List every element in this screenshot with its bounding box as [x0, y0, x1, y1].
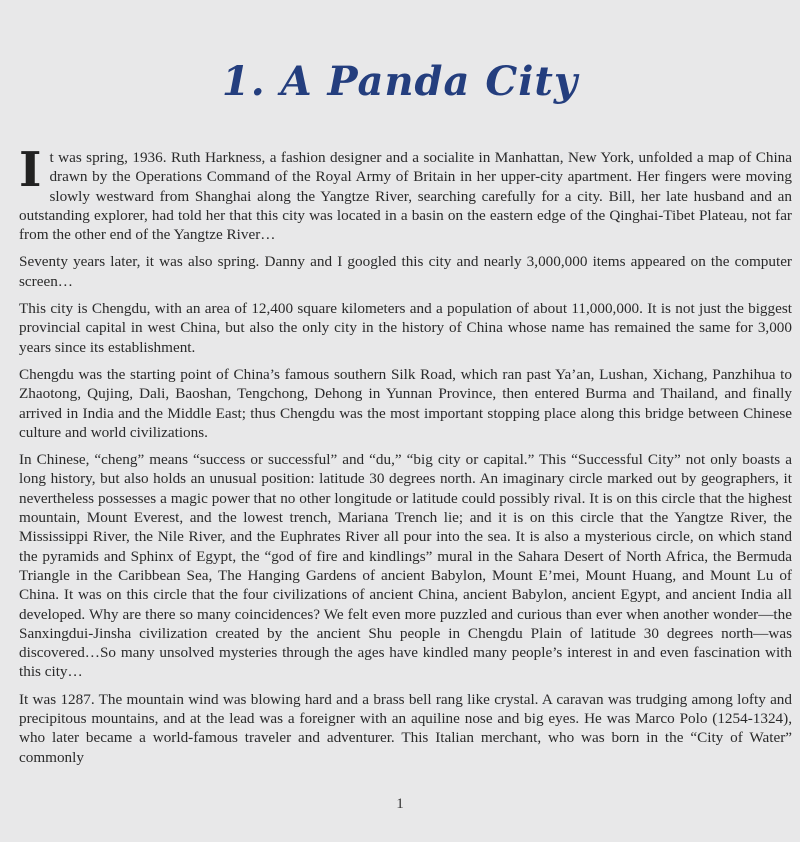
- paragraph-6: It was 1287. The mountain wind was blowing hard and a brass bell rang like crystal. A caravan was trudging among lofty and precipitous mountains, and at the lead was a foreigner with an aquiline nose and big eyes. He was Marco Polo (1254-1324), who later became a world-famous traveler and adventurer. This Italian merchant, who was born in the “City of Water” commonly: [19, 690, 792, 766]
- page-number: 1: [396, 796, 404, 812]
- chapter-title: 1. A Panda City: [221, 58, 579, 105]
- paragraph-5: In Chinese, “cheng” means “success or successful” and “du,” “big city or capital.” This “Successful City” not only boasts a long history, but also holds an unusual position: latitude 30 degrees north. An imaginary circle marked out by geographers, it nevertheless possesses a magic power that no other longitude or latitude could possibly rival. It is on this circle that the highest mountain, Mount Everest, and the lowest trench, Mariana Trench lie; and it is on this circle that the Yangtze River, the Mississippi River, the Nile River, and the Euphrates River all pour into the sea. It is also a mysterious circle, on which stand the pyramids and Sphinx of Egypt, the “god of fire and kindlings” mural in the Sahara Desert of North Africa, the Bermuda Triangle in the Caribbean Sea, The Hanging Gardens of ancient Babylon, Mount E’mei, Mount Huang, and Mount Lu of China. It was on this circle that the four civilizations of ancient China, ancient Babylon, ancient Egypt, and ancient India all developed. Why are there so many coincidences? We felt even more puzzled and curious than ever when another wonder—the Sanxingdui-Jinsha civilization created by the ancient Shu people in Chengdu Plain of latitude 30 degrees north—was discovered…So many unsolved mysteries through the ages have kindled many people’s interest in and even fascination with this city…: [19, 451, 792, 681]
- chapter-body: [19, 142, 792, 775]
- paragraph-4: Chengdu was the starting point of China’s famous southern Silk Road, which ran past Ya’an, Lushan, Xichang, Panzhihua to Zhaotong, Qujing, Dali, Baoshan, Tengchong, Dehong in Yunnan Province, then entered Burma and Thailand, and finally arrived in India and the Middle East; thus Chengdu was the most important stopping place along this bridge between Chinese culture and world civilizations.: [19, 365, 792, 441]
- paragraph-1-text: t was spring, 1936. Ruth Harkness, a fashion designer and a socialite in Manhattan, New York, unfolded a map of China drawn by the Operations Command of the Royal Army of Britain in her upper-city apartment. Her fingers were moving slowly westward from Shanghai along the Yangtze River, searching carefully for a city. Bill, her late husband and an outstanding explorer, had told her that this city was located in a basin on the eastern edge of the Qinghai-Tibet Plateau, not far from the other end of the Yangtze River…: [19, 149, 792, 244]
- paragraph-2: Seventy years later, it was also spring. Danny and I googled this city and nearly 3,000,000 items appeared on the computer screen…: [19, 253, 792, 290]
- paragraph-1: [19, 142, 792, 244]
- drop-cap: I: [19, 142, 42, 198]
- paragraph-3: This city is Chengdu, with an area of 12,400 square kilometers and a population of about 11,000,000. It is not just the biggest provincial capital in west China, but also the only city in the history of China whose name has remained the same for 3,000 years since its establishment.: [19, 300, 792, 356]
